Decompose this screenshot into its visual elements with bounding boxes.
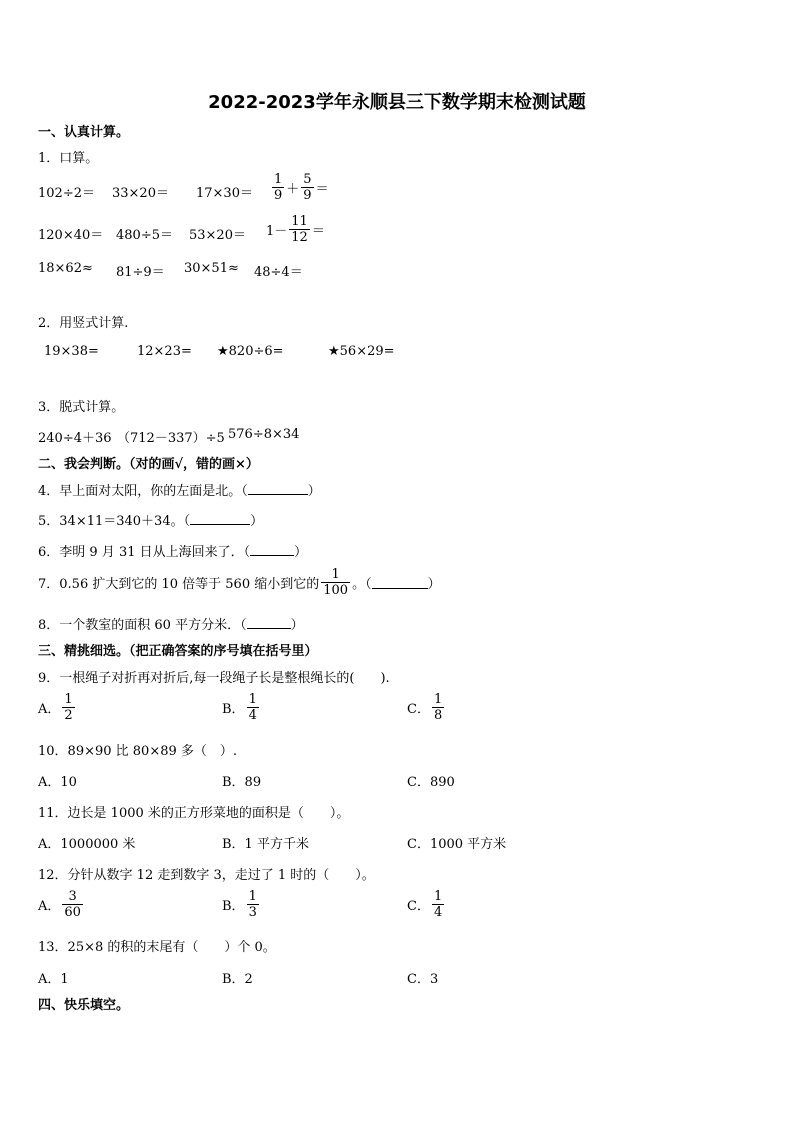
q7: 7．0.56 扩大到它的 10 倍等于 560 缩小到它的 $\frac{1}{100}$ 。（ ） xyxy=(38,567,441,598)
oral-item: 33×20＝ xyxy=(112,186,169,201)
answer-blank[interactable] xyxy=(247,616,291,629)
q13-option-c[interactable]: C．3 xyxy=(407,972,439,987)
stepwise-item: （712－337）÷5 xyxy=(117,431,225,446)
q11-option-a[interactable]: A．1000000 米 xyxy=(38,837,136,852)
fraction-subtraction: 1－ $\frac{11}{12}$ ＝ xyxy=(266,214,325,245)
q13-text: 13．25×8 的积的末尾有（ ）个 0。 xyxy=(38,940,276,955)
section-4-heading: 四、快乐填空。 xyxy=(38,998,130,1013)
q5: 5．34×11＝340＋34。（ ） xyxy=(38,514,264,529)
vertical-item: 12×23= xyxy=(137,344,192,359)
q12-option-b[interactable]: B． $\frac{1}{3}$ xyxy=(222,889,257,920)
q9-text: 9．一根绳子对折再对折后,每一段绳子长是整根绳长的( ). xyxy=(38,671,390,686)
vertical-item: ★56×29= xyxy=(328,344,395,359)
answer-blank[interactable] xyxy=(372,576,428,589)
q10-text: 10．89×90 比 80×89 多（ ）. xyxy=(38,744,238,759)
oral-item: 53×20＝ xyxy=(189,228,246,243)
fraction: $\frac{1}{9}$ xyxy=(274,172,283,203)
fraction: $\frac{1}{100}$ xyxy=(323,567,349,598)
answer-blank[interactable] xyxy=(248,482,308,495)
q13-option-a[interactable]: A．1 xyxy=(38,972,69,987)
q10-option-c[interactable]: C．890 xyxy=(407,775,455,790)
section-1-heading: 一、认真计算。 xyxy=(38,125,130,140)
q12-option-c[interactable]: C． $\frac{1}{4}$ xyxy=(407,889,443,920)
oral-item: 18×62≈ xyxy=(38,261,93,276)
q9-option-a[interactable]: A． $\frac{1}{2}$ xyxy=(38,692,73,723)
stepwise-item: 576÷8×34 xyxy=(228,427,300,442)
fraction: $\frac{1}{3}$ xyxy=(248,889,257,920)
q9-option-c[interactable]: C． $\frac{1}{8}$ xyxy=(407,692,443,723)
fraction: $\frac{11}{12}$ xyxy=(291,214,308,245)
fraction: $\frac{3}{60}$ xyxy=(64,889,81,920)
oral-item: 17×30＝ xyxy=(196,186,253,201)
vertical-item: 19×38= xyxy=(44,344,99,359)
fraction: $\frac{1}{4}$ xyxy=(433,889,443,920)
oral-item: 120×40＝ xyxy=(38,228,104,243)
section-2-heading: 二、我会判断。（对的画√，错的画×） xyxy=(38,457,259,472)
q12-option-a[interactable]: A． $\frac{3}{60}$ xyxy=(38,889,81,920)
q1-label: 1．口算。 xyxy=(38,151,99,166)
answer-blank[interactable] xyxy=(190,512,250,525)
q10-option-b[interactable]: B．89 xyxy=(222,775,262,790)
oral-item: 30×51≈ xyxy=(184,261,239,276)
oral-item: 480÷5＝ xyxy=(116,228,173,243)
q6: 6．李明 9 月 31 日从上海回来了．（ ） xyxy=(38,545,308,560)
oral-item: 102÷2＝ xyxy=(38,186,95,201)
q11-text: 11．边长是 1000 米的正方形菜地的面积是（ ）。 xyxy=(38,806,350,821)
q13-option-b[interactable]: B．2 xyxy=(222,972,253,987)
fraction: $\frac{1}{4}$ xyxy=(248,692,257,723)
q11-option-b[interactable]: B．1 平方千米 xyxy=(222,837,309,852)
page-title: 2022-2023学年永顺县三下数学期末检测试题 xyxy=(208,92,586,113)
q9-option-b[interactable]: B． $\frac{1}{4}$ xyxy=(222,692,257,723)
fraction-addition: $\frac{1}{9}$ ＋ $\frac{5}{9}$ ＝ xyxy=(274,172,329,203)
section-3-heading: 三、精挑细选。（把正确答案的序号填在括号里） xyxy=(38,644,318,659)
q3-label: 3．脱式计算。 xyxy=(38,400,125,415)
fraction: $\frac{5}{9}$ xyxy=(303,172,312,203)
q11-option-c[interactable]: C．1000 平方米 xyxy=(407,837,507,852)
fraction: $\frac{1}{2}$ xyxy=(64,692,73,723)
q4: 4．早上面对太阳，你的左面是北。（ ） xyxy=(38,484,321,499)
vertical-item: ★820÷6= xyxy=(217,344,284,359)
q8: 8．一个教室的面积 60 平方分米．（ ） xyxy=(38,618,304,633)
q12-text: 12．分针从数字 12 走到数字 3，走过了 1 时的（ ）。 xyxy=(38,868,375,883)
oral-item: 81÷9＝ xyxy=(116,265,165,280)
stepwise-item: 240÷4＋36 xyxy=(38,431,112,446)
oral-item: 48÷4＝ xyxy=(254,265,303,280)
fraction: $\frac{1}{8}$ xyxy=(433,692,443,723)
answer-blank[interactable] xyxy=(250,543,294,556)
q2-label: 2．用竖式计算. xyxy=(38,316,129,331)
q10-option-a[interactable]: A．10 xyxy=(38,775,77,790)
